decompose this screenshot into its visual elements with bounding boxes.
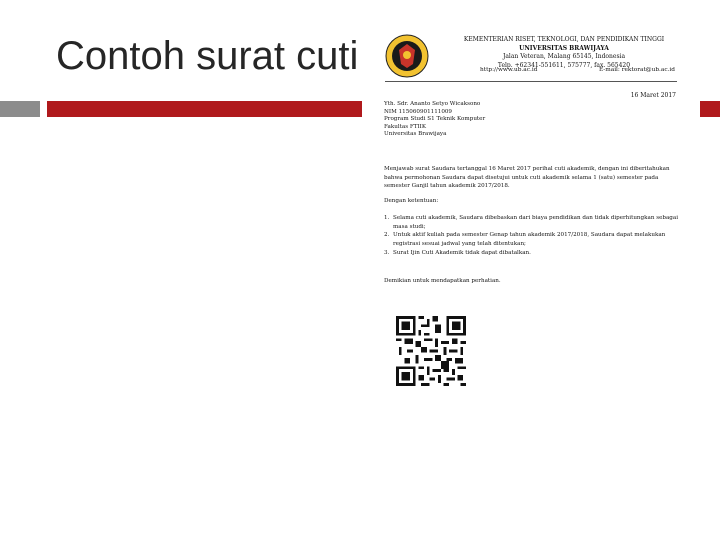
conditions-list [384,214,679,258]
recipient-block [384,101,485,139]
letter-date: 16 Maret 2017 [630,92,676,99]
university-phone: Telp. +62341-551611, 575777, fax. 565420 [497,61,631,69]
recipient-line: Fakultas FTIIK [384,123,427,130]
recipient-line: NIM 115060901111009 [384,108,452,115]
letterhead-contact [480,67,675,73]
qr-code [396,316,466,386]
university-name: UNIVERSITAS BRAWIJAYA [519,44,609,52]
letterhead-text [454,36,674,70]
conditions-heading: Dengan ketentuan: [384,198,439,204]
recipient-line: Yth. Sdr. Ananto Setyo Wicaksono [384,101,481,107]
university-address: Jalan Veteran, Malang 65145, Indonesia [502,53,626,60]
condition-text: Untuk aktif kuliah pada semester Genap tahun akademik 2017/2018, Saudara dapat melakukan registrasi sesuai jadwal yang telah ditentukan; [393,232,666,248]
letter-body: Menjawab surat Saudara tertanggal 16 Maret 2017 perihal cuti akademik, dengan ini diberitahukan bahwa permohonan Saudara dapat disetujui untuk cuti akademik selama 1 (satu) semester pada semester Ganjil tahun akademik 2017/2018. [384,166,670,190]
list-item: 2. Untuk aktif kuliah pada semester Genap tahun akademik 2017/2018, Saudara dapat melakukan registrasi sesuai jadwal yang telah ditentukan; [384,231,679,248]
condition-text: Surat Ijin Cuti Akademik tidak dapat dibatalkan. [393,249,531,256]
letterhead [362,18,698,98]
header-bar-red [47,101,377,117]
university-website: http://www.ub.ac.id [480,67,538,73]
condition-text: Selama cuti akademik, Saudara dibebaskan dari biaya pendidikan dan tidak diperhitungkan sebagai masa studi; [393,215,679,230]
letterhead-divider [385,81,677,82]
slide-title: Contoh surat cuti [56,34,359,78]
recipient-line: Universitas Brawijaya [384,131,447,138]
letter-document [362,18,698,292]
university-logo [385,34,429,78]
header-bar-red-end [700,101,720,117]
header-bar-grey [0,101,40,117]
letter-closing: Demikian untuk mendapatkan perhatian. [384,278,501,284]
university-email: E-mail: rektorat@ub.ac.id [598,67,675,73]
list-item: 1. Selama cuti akademik, Saudara dibebaskan dari biaya pendidikan dan tidak diperhitungkan sebagai masa studi; [384,215,679,230]
ministry-name: KEMENTERIAN RISET, TEKNOLOGI, DAN PENDIDIKAN TINGGI [463,36,665,43]
recipient-line: Program Studi S1 Teknik Komputer [384,116,486,123]
list-item: 3. Surat Ijin Cuti Akademik tidak dapat dibatalkan. [384,249,531,256]
